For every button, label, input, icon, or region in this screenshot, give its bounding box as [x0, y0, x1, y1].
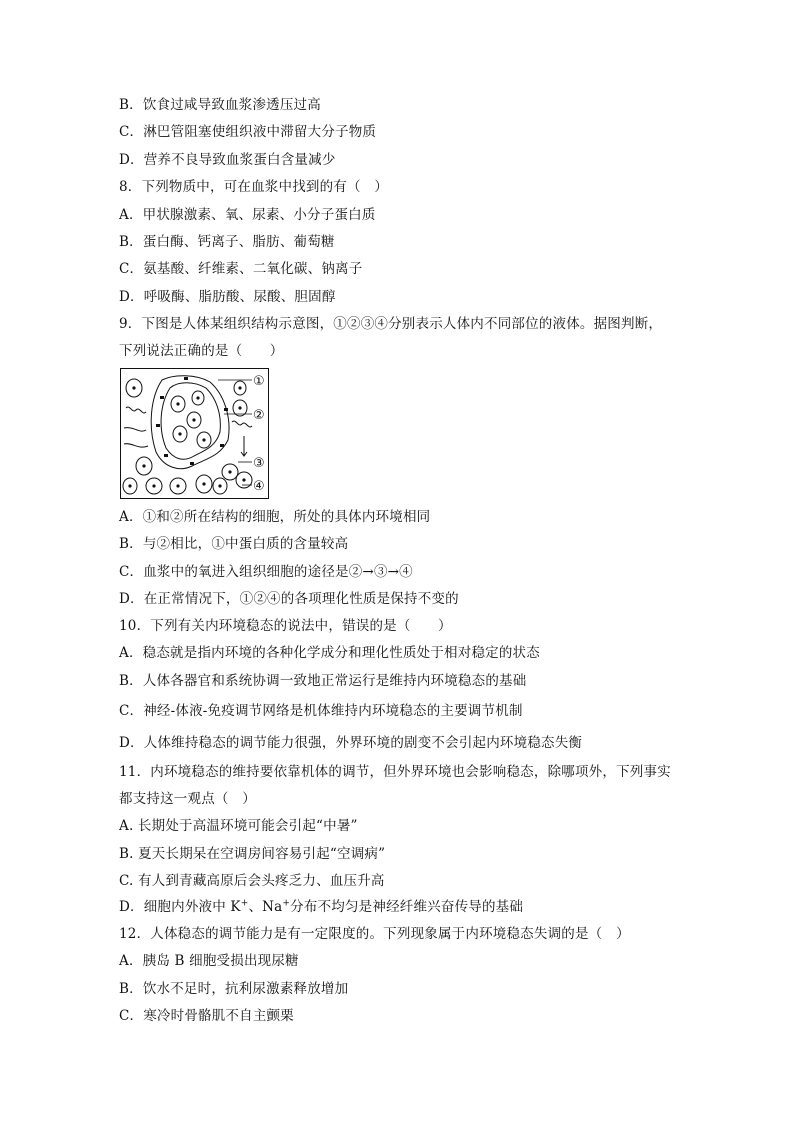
q12-option-a: A．胰岛 B 细胞受损出现尿糖 — [119, 953, 299, 969]
capillary-wall-cell — [224, 408, 228, 411]
q9-option-c: C．血浆中的氧进入组织细胞的途径是②→③→④ — [119, 564, 413, 580]
q11-option-d-text: 分布不均匀是神经纤维兴奋传导的基础 — [290, 899, 524, 915]
cell-nucleus — [152, 484, 155, 487]
q9-option-d: D．在正常情况下，①②④的各项理化性质是保持不变的 — [119, 591, 459, 607]
q10-option-c: C．神经-体液-免疫调节网络是机体维持内环境稳态的主要调节机制 — [119, 703, 523, 719]
q11-option-a: A. 长期处于高温环境可能会引起“中暑” — [119, 818, 358, 834]
q9-option-b: B．与②相比，①中蛋白质的含量较高 — [119, 536, 349, 552]
q12-option-c: C．寒冷时骨骼肌不自主颤栗 — [119, 1008, 294, 1024]
q10-option-a: A．稳态就是指内环境的各种化学成分和理化性质处于相对稳定的状态 — [119, 645, 540, 661]
q12-option-b: B．饮水不足时，抗利尿激素释放增加 — [119, 981, 349, 997]
q11-option-d-text: 、Na — [248, 899, 283, 915]
q9-stem-line1: 9．下图是人体某组织结构示意图，①②③④分别表示人体内不同部位的液体。据图判断， — [119, 316, 663, 332]
capillary-wall-cell — [190, 462, 194, 465]
cell-nucleus — [132, 386, 135, 389]
cell-nucleus — [202, 482, 205, 485]
q10-option-d: D．人体维持稳态的调节能力很强，外界环境的剧变不会引起内环境稳态失衡 — [119, 735, 583, 751]
capillary-wall-cell — [184, 377, 188, 380]
q8-option-d: D．呼吸酶、脂肪酸、尿酸、胆固醇 — [119, 289, 336, 305]
q10-stem: 10．下列有关内环境稳态的说法中，错误的是（ ） — [119, 618, 452, 634]
figure-label-1: ① — [253, 374, 265, 389]
q9-stem-line2: 下列说法正确的是（ ） — [119, 343, 284, 359]
capillary-wall-cell — [160, 396, 164, 399]
cell-nucleus — [242, 478, 245, 481]
cell-nucleus — [142, 464, 145, 467]
q11-option-d-text: D．细胞内外液中 K — [119, 899, 241, 915]
cell-nucleus — [128, 484, 131, 487]
superscript-plus: + — [282, 898, 291, 909]
q7-option-d: D．营养不良导致血浆蛋白含量减少 — [119, 152, 336, 168]
cell-nucleus — [238, 386, 241, 389]
q11-stem-line2: 都支持这一观点（ ） — [119, 791, 256, 807]
q9-option-a: A．①和②所在结构的细胞，所处的具体内环境相同 — [119, 509, 431, 525]
q11-option-d — [119, 898, 523, 916]
q8-stem: 8．下列物质中，可在血浆中找到的有（ ） — [119, 179, 389, 195]
capillary-wall-cell — [156, 424, 160, 427]
cell-nucleus — [176, 402, 179, 405]
cell-nucleus — [196, 396, 199, 399]
q11-option-c: C. 有人到青藏高原后会头疼乏力、血压升高 — [119, 873, 385, 889]
q7-option-c: C．淋巴管阻塞使组织液中滞留大分子物质 — [119, 124, 377, 140]
q10-option-b: B．人体各器官和系统协调一致地正常运行是维持内环境稳态的基础 — [119, 673, 527, 689]
capillary-wall-cell — [164, 454, 168, 457]
q12-stem: 12．人体稳态的调节能力是有一定限度的。下列现象属于内环境稳态失调的是（ ） — [119, 926, 630, 942]
cell-nucleus — [192, 418, 195, 421]
cell-nucleus — [202, 438, 205, 441]
figure-label-2: ② — [253, 408, 265, 423]
tissue-diagram — [120, 368, 269, 499]
cell-nucleus — [218, 484, 221, 487]
figure-label-3: ③ — [253, 456, 265, 471]
q11-stem-line1: 11．内环境稳态的维持要依靠机体的调节，但外界环境也会影响稳态，除哪项外，下列事实 — [119, 764, 671, 780]
q8-option-c: C．氨基酸、纤维素、二氧化碳、钠离子 — [119, 261, 363, 277]
cell-nucleus — [176, 484, 179, 487]
cell-nucleus — [228, 470, 231, 473]
q11-option-b: B. 夏天长期呆在空调房间容易引起“空调病” — [119, 846, 386, 862]
superscript-plus: + — [240, 898, 249, 909]
q8-option-b: B．蛋白酶、钙离子、脂肪、葡萄糖 — [119, 234, 335, 250]
q7-option-b: B．饮食过咸导致血浆渗透压过高 — [119, 97, 321, 113]
cell-nucleus — [238, 406, 241, 409]
q8-option-a: A．甲状腺激素、氧、尿素、小分子蛋白质 — [119, 207, 376, 223]
cell-nucleus — [178, 432, 181, 435]
capillary-wall-cell — [220, 444, 224, 447]
figure-label-4: ④ — [253, 479, 265, 494]
